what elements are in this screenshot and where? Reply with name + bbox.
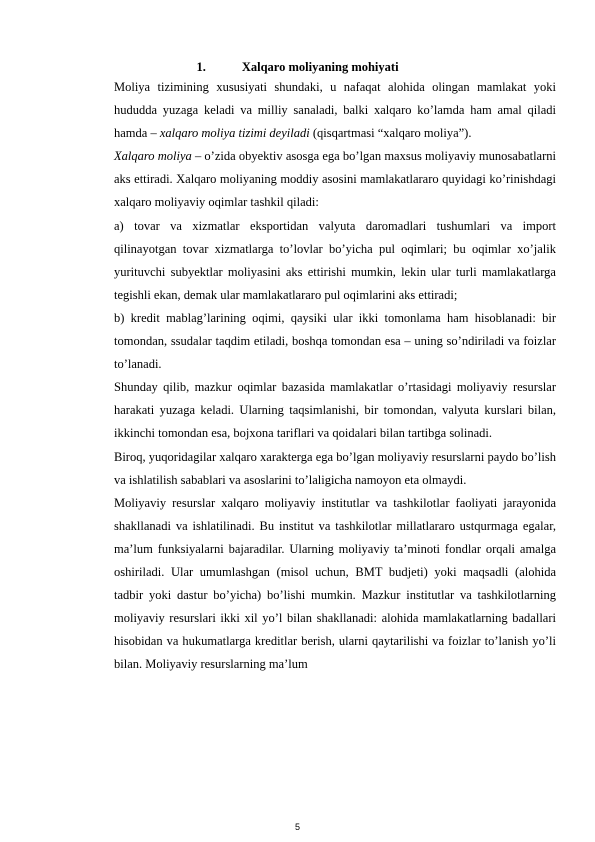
section-title: Xalqaro moliyaning mohiyati [241,60,399,74]
paragraph [85,145,556,214]
paragraph [85,76,556,145]
body-text [114,76,556,676]
italic-term: xalqaro moliya tizimi deyiladi [159,126,310,141]
paragraph-text: (qisqartmasi “xalqaro moliya”). [309,126,472,141]
paragraph [85,307,556,376]
section-number: 1. [196,60,206,74]
paragraph-text: Shunday qilib, mazkur oqimlar bazasida mamlakatlar o’rtasidagi moliyaviy resurslar harakati yuzaga keladi. Ularning taqsimlanishi, bir tomondan, valyuta kurslari bilan, ikkinchi tomondan esa, bojxona tariflari va qoidalari bilan tartibga solinadi. [114,380,556,441]
paragraph-text: – o’zida obyektiv asosga ega bo’lgan maxsus moliyaviy munosabatlarni aks ettiradi. Xalqaro moliyaning moddiy asosini mamlakatlararo quyidagi ko’rinishdagi xalqaro moliyaviy oqimlar tashkil qiladi: [114,149,556,210]
section-heading [0,58,595,76]
paragraph [85,446,556,492]
paragraph [85,215,556,307]
paragraph-text: b) kredit mablag’larining oqimi, qaysiki ular ikki tomonlama ham hisoblanadi: bir tomondan, ssudalar taqdim etiladi, boshqa tomondan esa – uning so’ndiriladi va foizlar to’lanadi. [114,310,556,372]
paragraph [85,376,556,445]
paragraph-text: Biroq, yuqoridagilar xalqaro xarakterga ega bo’lgan moliyaviy resurslarni paydo bo’lish va ishlatilish sabablari va asoslarini to’laligicha namoyon eta olmaydi. [114,449,556,487]
page-number: 5 [294,822,300,832]
paragraph [85,492,556,677]
paragraph-text: Moliyaviy resurslar xalqaro moliyaviy institutlar va tashkilotlar faoliyati jarayonida shakllanadi va ishlatilinadi. Bu institut va tashkilotlar millatlararo ustqurmaga egalar, ma’lum funksiyalarni bajaradilar. Ularning moliyaviy ta’minoti fondlar orqali amalga oshiriladi. Ular umumlashgan (misol uchun, BMT budjeti) yoki maqsadli (alohida tadbir yoki dastur bo’yicha) bo’lishi mumkin. Mazkur institutlar va tashkilotlarning moliyaviy resurslari ikki xil yo’l bilan shakllanadi: alohida mamlakatlarning badallari hisobidan va hukumatlarga kreditlar berish, ularni qaytarilishi va foizlar to’lanish yo’li bilan. Moliyaviy resurslarning ma’lum [114,495,556,672]
paragraph-text: a) tovar va xizmatlar eksportidan valyuta daromadlari tushumlari va import qilinayotgan tovar xizmatlarga to’lovlar bo’yicha pul oqimlari; bu oqimlar xo’jalik yurituvchi subyektlar moliyasini aks ettirishi mumkin, lekin ular turli mamlakatlarga tegishli ekan, demak ular mamlakatlararo pul oqimlarini aks ettiradi; [114,218,556,302]
paragraph-text: Moliya tizimining xususiyati shundaki, u nafaqat alohida olingan mamlakat yoki hududda yuzaga keladi va milliy sanaladi, balki xalqaro ko’lamda ham amal qiladi hamda – [114,80,556,141]
italic-term: Xalqaro moliya [114,149,192,164]
